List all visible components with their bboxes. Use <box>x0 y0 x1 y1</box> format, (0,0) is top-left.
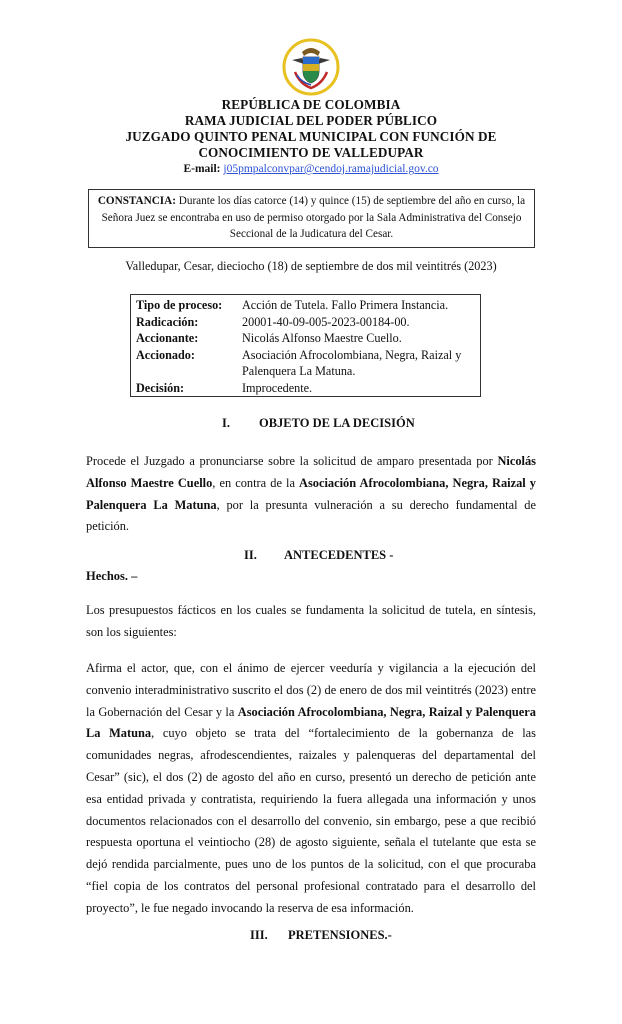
info-key: Accionado: <box>136 347 195 362</box>
info-value: 20001-40-09-005-2023-00184-00. <box>242 314 410 329</box>
constancia-text: Durante los días catorce (14) y quince (15) de septiembre del año en curso, la Señora Juez se encontraba en uso de permiso otorgado por la Sala Administrativa del Consejo Seccional de la Judicatura del Cesar. <box>101 195 526 240</box>
para-text: , en contra de la <box>212 475 300 490</box>
email-label: E-mail: <box>183 163 221 175</box>
section-title: OBJETO DE LA DECISIÓN <box>259 416 415 430</box>
header-email <box>60 161 562 177</box>
header-country: REPÚBLICA DE COLOMBIA <box>221 97 401 112</box>
subheading-hechos: Hechos. – <box>86 569 138 583</box>
header-branch: RAMA JUDICIAL DEL PODER PÚBLICO <box>184 113 438 128</box>
info-value: Improcedente. <box>242 380 313 395</box>
process-info-box <box>130 294 481 397</box>
section-number: III. <box>250 928 268 942</box>
para-text: , cuyo objeto se trata del “fortalecimiento de la gobernanza de las comunidades negras, afrodescendientes, raizales y palenqueras del departamental del Cesar” (sic), el dos (2) de agosto del año en curso, presentó un derecho de petición ante esa entidad privada y contratista, requiriendo la fuera allegada una información y unos documentos relacionados con el desarrollo del convenio, sin embargo, pese a que recibió respuesta oportuna el veintiocho (28) de agosto siguiente, señala el tutelante que esta se dejó rendida parcialmente, pues uno de los puntos de la solicitud, con el que procuraba “fiel copia de los contratos del personal profesional contratado para el desarrollo del proyecto”, le fue negado invocando la reserva de esa información. <box>86 726 536 915</box>
info-row <box>136 314 475 331</box>
para-bold: Asociación Afrocolombiana, Negra, Raizal y Palenquera La Matuna <box>86 704 536 741</box>
paragraph-hechos <box>86 658 536 920</box>
constancia-label: CONSTANCIA: <box>97 195 176 207</box>
email-link[interactable]: j05pmpalconvpar@cendoj.ramajudicial.gov.co <box>223 163 439 175</box>
coat-of-arms-icon <box>282 38 340 96</box>
header-court-line1: JUZGADO QUINTO PENAL MUNICIPAL CON FUNCIÓN DE <box>125 129 497 144</box>
info-value: Asociación Afrocolombiana, Negra, Raizal y Palenquera La Matuna. <box>242 347 462 378</box>
info-key: Decisión: <box>136 380 185 395</box>
info-value: Acción de Tutela. Fallo Primera Instancia. <box>242 298 449 312</box>
header-court-line2: CONOCIMIENTO DE VALLEDUPAR <box>198 145 424 160</box>
info-key: Tipo de proceso: <box>136 298 223 312</box>
info-row <box>136 297 475 314</box>
section-number: I. <box>222 416 230 430</box>
para-bold: Asociación Afrocolombiana, Negra, Raizal y Palenquera La Matuna <box>86 475 536 512</box>
para-bold: Nicolás Alfonso Maestre Cuello <box>86 454 536 490</box>
info-row <box>136 330 475 347</box>
info-key: Radicación: <box>136 314 199 329</box>
section-number: II. <box>244 548 257 562</box>
court-header <box>60 97 562 177</box>
paragraph-objeto <box>86 451 536 538</box>
para-text: Afirma el actor, que, con el ánimo de ejercer veeduría y vigilancia a la ejecución del convenio interadministrativo suscrito el dos (2) de enero de dos mil veintitrés (2023) entre la Gobernación del Cesar y la <box>86 661 536 719</box>
info-value: Nicolás Alfonso Maestre Cuello. <box>242 331 402 345</box>
info-key: Accionante: <box>136 331 199 345</box>
info-row <box>136 347 475 380</box>
constancia-box <box>88 189 535 248</box>
date-line: Valledupar, Cesar, dieciocho (18) de septiembre de dos mil veintitrés (2023) <box>125 259 497 273</box>
section-title: PRETENSIONES.- <box>288 928 392 942</box>
section-title: ANTECEDENTES - <box>284 548 394 562</box>
para-text: Procede el Juzgado a pronunciarse sobre la solicitud de amparo presentada por <box>86 454 498 468</box>
info-row <box>136 380 475 397</box>
para-text: , por la presunta vulneración a su derecho fundamental de petición. <box>86 497 536 534</box>
paragraph-presupuestos: Los presupuestos fácticos en los cuales se fundamenta la solicitud de tutela, en síntesis, son los siguientes: <box>86 603 536 639</box>
